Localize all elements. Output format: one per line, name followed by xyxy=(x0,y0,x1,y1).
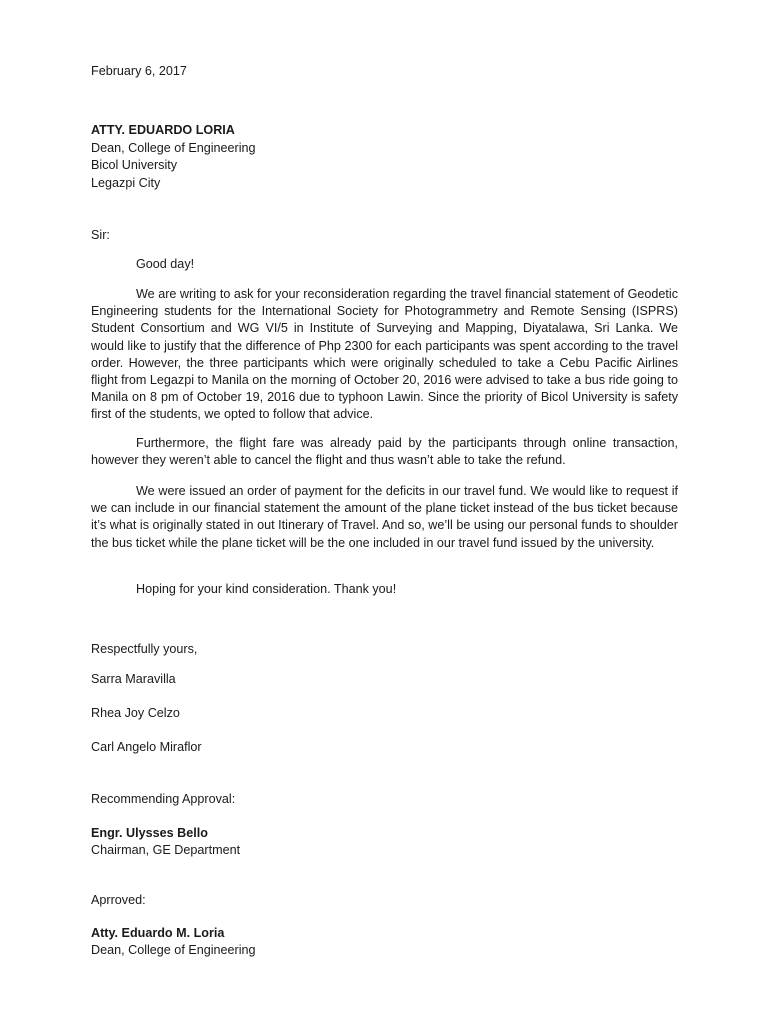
recipient-city: Legazpi City xyxy=(91,176,161,190)
recipient-institution: Bicol University xyxy=(91,158,178,172)
greeting: Good day! xyxy=(136,257,195,271)
recipient-title: Dean, College of Engineering xyxy=(91,141,256,155)
approved-label: Aprroved: xyxy=(91,893,146,907)
body-paragraph-1: We are writing to ask for your reconsideration regarding the travel financial statement of Geodetic Engineering students for the International Society for Photogrammetry and Remote Sensing (ISPRS) Student Consortium and WG VI/5 in Institute of Surveying and Mapping, Diyatalawa, Sri Lanka. We would like to justify that the difference of Php 2300 for each participants was spent according to the travel order. However, the three participants which were originally scheduled to take a Cebu Pacific Airlines flight from Legazpi to Manila on the morning of October 20, 2016 were advised to take a bus ride going to Manila on 8 pm of October 19, 2016 due to typhoon Lawin. Since the priority of Bicol University is safety first of the students, we opted to follow that advice. xyxy=(91,287,678,422)
recipient-name: ATTY. EDUARDO LORIA xyxy=(91,123,235,137)
recommending-name: Engr. Ulysses Bello xyxy=(91,826,208,840)
body-paragraph-2: Furthermore, the flight fare was already paid by the participants through online transaction, however they weren’t able to cancel the flight and thus wasn’t able to take the refund. xyxy=(91,436,678,468)
letter-date: February 6, 2017 xyxy=(91,64,187,78)
body-paragraph-3: We were issued an order of payment for the deficits in our travel fund. We would like to request if we can include in our financial statement the amount of the plane ticket instead of the bus ticket because it’s what is originally stated in out Itinerary of Travel. And so, we’ll be using our personal funds to shoulder the bus ticket while the plane ticket will be the one included in our travel fund issued by the university. xyxy=(91,484,678,550)
signatory-2: Rhea Joy Celzo xyxy=(91,706,180,720)
closing-line: Hoping for your kind consideration. Thank you! xyxy=(136,582,397,596)
recommending-title: Chairman, GE Department xyxy=(91,843,241,857)
signatory-3: Carl Angelo Miraflor xyxy=(91,740,202,754)
approved-name: Atty. Eduardo M. Loria xyxy=(91,926,225,940)
signatory-1: Sarra Maravilla xyxy=(91,672,176,686)
recommending-label: Recommending Approval: xyxy=(91,792,236,806)
complimentary-close: Respectfully yours, xyxy=(91,642,198,656)
approved-title: Dean, College of Engineering xyxy=(91,943,256,957)
salutation: Sir: xyxy=(91,228,110,242)
